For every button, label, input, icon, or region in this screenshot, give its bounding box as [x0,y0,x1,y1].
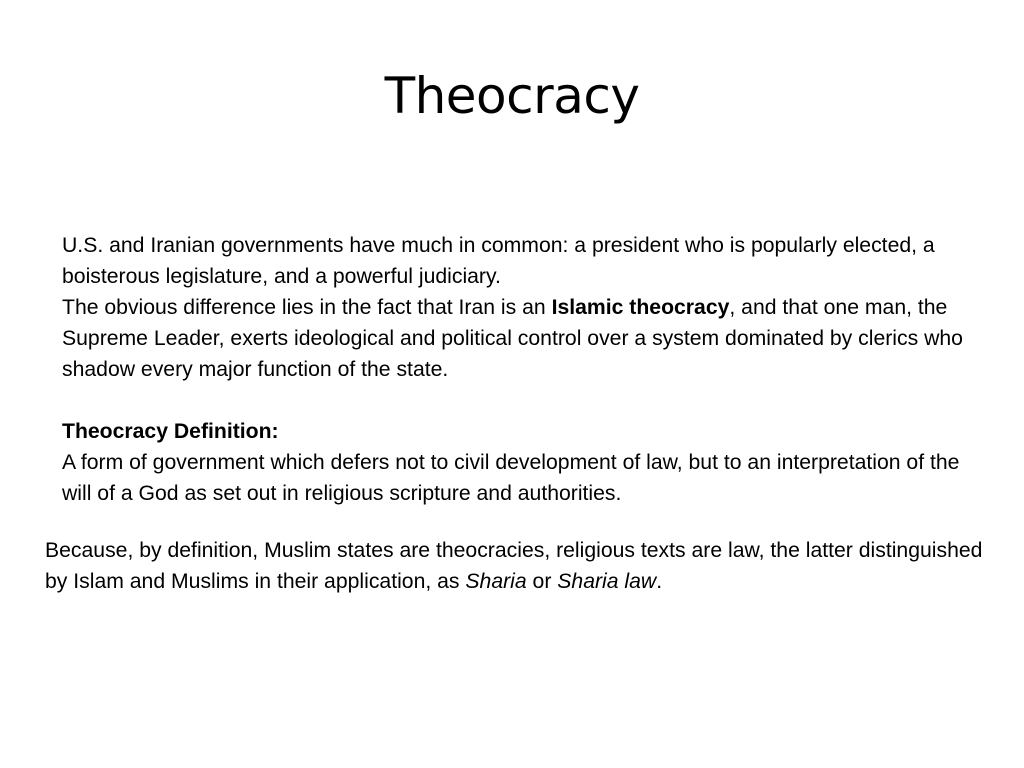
muslim-states-text: Because, by definition, Muslim states are theocracies, religious texts are law, the latter distinguished by Islam and Muslims in their application, as [45,539,983,593]
difference-paragraph [62,292,992,385]
paragraph-spacer [62,385,992,416]
content-block [62,230,992,509]
slide-title: Theocracy [384,67,640,125]
or-text: or [526,570,558,593]
muslim-states-paragraph [45,535,985,597]
intro-text: U.S. and Iranian governments have much in common: a president who is popularly elected, a boisterous legislature, and a powerful judiciary. [62,234,935,288]
difference-text-after: , and that one man, the Supreme Leader, exerts ideological and political control over a system dominated by clerics who shadow every major function of the state. [62,296,963,381]
sharia-term: Sharia [465,570,527,593]
definition-text: A form of government which defers not to civil development of law, but to an interpretation of the will of a God as set out in religious scripture and authorities. [62,451,960,505]
difference-text-before: The obvious difference lies in the fact that Iran is an [62,296,552,319]
definition-heading: Theocracy Definition: [62,420,279,443]
end-punctuation: . [656,570,663,593]
intro-paragraph [62,230,992,292]
sharia-law-term: Sharia law [557,570,657,593]
islamic-theocracy-term: Islamic theocracy [551,296,730,319]
